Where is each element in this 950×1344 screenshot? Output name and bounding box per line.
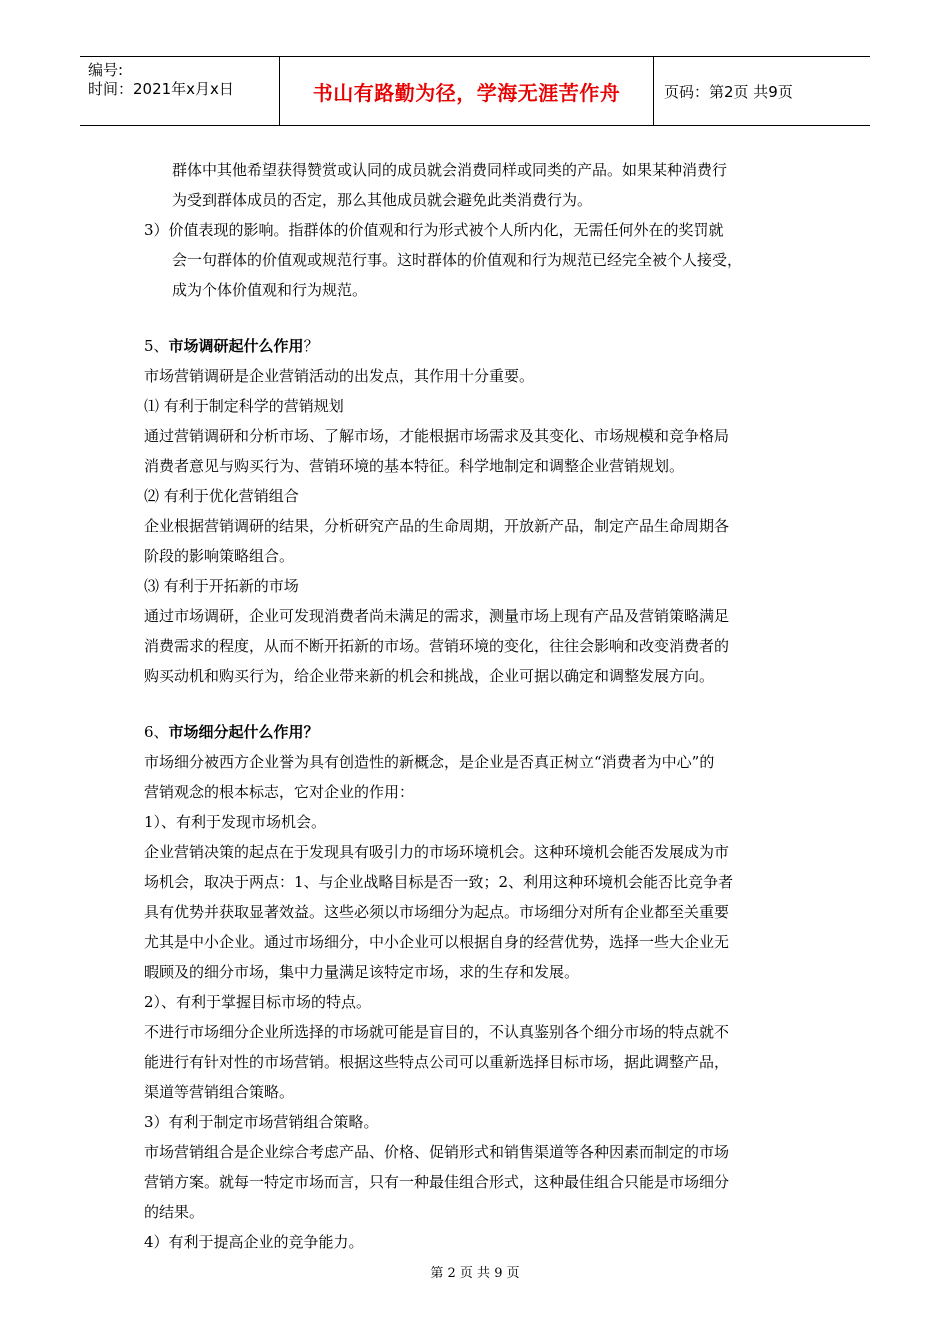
paragraph-line: 具有优势并获取显著效益。这些必须以市场细分为起点。市场细分对所有企业都至关重要 <box>144 903 730 921</box>
paragraph-line: 会一句群体的价值观或规范行事。这时群体的价值观和行为规范已经完全被个人接受， <box>172 251 743 269</box>
subheading: 2）、有利于掌握目标市场的特点。 <box>144 993 372 1011</box>
paragraph-line: 暇顾及的细分市场，集中力量满足该特定市场，求的生存和发展。 <box>144 963 580 981</box>
section-title: 市场细分起什么作用？ <box>168 723 319 741</box>
paragraph-line: 市场营销调研是企业营销活动的出发点，其作用十分重要。 <box>144 367 535 385</box>
subheading: 4）有利于提高企业的竞争能力。 <box>144 1233 364 1251</box>
paragraph-line: 市场细分被西方企业誉为具有创造性的新概念，是企业是否真正树立“消费者为中心”的 <box>144 753 715 771</box>
paragraph-line: 为受到群体成员的否定，那么其他成员就会避免此类消费行为。 <box>172 191 593 209</box>
subheading: 3）有利于制定市场营销组合策略。 <box>144 1113 379 1131</box>
page-header <box>80 56 870 126</box>
subheading: ⑶ 有利于开拓新的市场 <box>144 577 299 595</box>
subheading: ⑵ 有利于优化营销组合 <box>144 487 299 505</box>
header-page-info: 页码：第2页 共9页 <box>664 82 793 101</box>
paragraph-line: 不进行市场细分企业所选择的市场就可能是盲目的，不认真鉴别各个细分市场的特点就不 <box>144 1023 730 1041</box>
paragraph-line: 场机会，取决于两点：1、与企业战略目标是否一致；2、利用这种环境机会能否比竞争者 <box>144 873 734 891</box>
paragraph-line: 企业营销决策的起点在于发现具有吸引力的市场环境机会。这种环境机会能否发展成为市 <box>144 843 730 861</box>
paragraph-line: 企业根据营销调研的结果，分析研究产品的生命周期，开放新产品，制定产品生命周期各 <box>144 517 730 535</box>
header-motto: 书山有路勤为径，学海无涯苦作舟 <box>280 57 654 125</box>
section-heading-q6 <box>144 717 824 747</box>
section-number: 6、 <box>144 723 169 741</box>
page-footer: 第 2 页 共 9 页 <box>430 1266 520 1281</box>
subheading: 1）、有利于发现市场机会。 <box>144 813 327 831</box>
paragraph-line: 市场营销组合是企业综合考虑产品、价格、促销形式和销售渠道等各种因素而制定的市场 <box>144 1143 730 1161</box>
paragraph-line: 能进行有针对性的市场营销。根据这些特点公司可以重新选择目标市场，据此调整产品， <box>144 1053 730 1071</box>
document-body <box>144 155 824 1257</box>
paragraph-line: 购买动机和购买行为，给企业带来新的机会和挑战，企业可据以确定和调整发展方向。 <box>144 667 715 685</box>
paragraph-line: 群体中其他希望获得赞赏或认同的成员就会消费同样或同类的产品。如果某种消费行 <box>172 161 728 179</box>
section-title: 市场调研起什么作用 <box>168 337 304 355</box>
section-number: 5、 <box>144 337 169 355</box>
list-item-value-expression: 3）价值表现的影响。指群体的价值观和行为形式被个人所内化，无需任何外在的奖罚就 <box>144 221 724 239</box>
subheading: ⑴ 有利于制定科学的营销规划 <box>144 397 344 415</box>
paragraph-line: 尤其是中小企业。通过市场细分，中小企业可以根据自身的经营优势，选择一些大企业无 <box>144 933 730 951</box>
document-time-label: 时间：2021年x月x日 <box>88 80 234 98</box>
paragraph-line: 渠道等营销组合策略。 <box>144 1083 295 1101</box>
paragraph-line: 营销观念的根本标志，它对企业的作用： <box>144 783 415 801</box>
paragraph-line: 通过营销调研和分析市场、了解市场，才能根据市场需求及其变化、市场规模和竞争格局 <box>144 427 730 445</box>
section-title-mark: ？ <box>303 337 319 355</box>
paragraph-line: 消费需求的程度，从而不断开拓新的市场。营销环境的变化，往往会影响和改变消费者的 <box>144 637 730 655</box>
document-number-label: 编号: <box>88 61 124 79</box>
paragraph-line: 消费者意见与购买行为、营销环境的基本特征。科学地制定和调整企业营销规划。 <box>144 457 685 475</box>
section-heading-q5 <box>144 331 824 361</box>
header-meta <box>80 57 280 125</box>
paragraph-line: 营销方案。就每一特定市场而言，只有一种最佳组合形式，这种最佳组合只能是市场细分 <box>144 1173 730 1191</box>
paragraph-line: 阶段的影响策略组合。 <box>144 547 295 565</box>
paragraph-line: 的结果。 <box>144 1203 205 1221</box>
paragraph-line: 成为个体价值观和行为规范。 <box>172 281 368 299</box>
paragraph-line: 通过市场调研，企业可发现消费者尚未满足的需求，测量市场上现有产品及营销策略满足 <box>144 607 730 625</box>
